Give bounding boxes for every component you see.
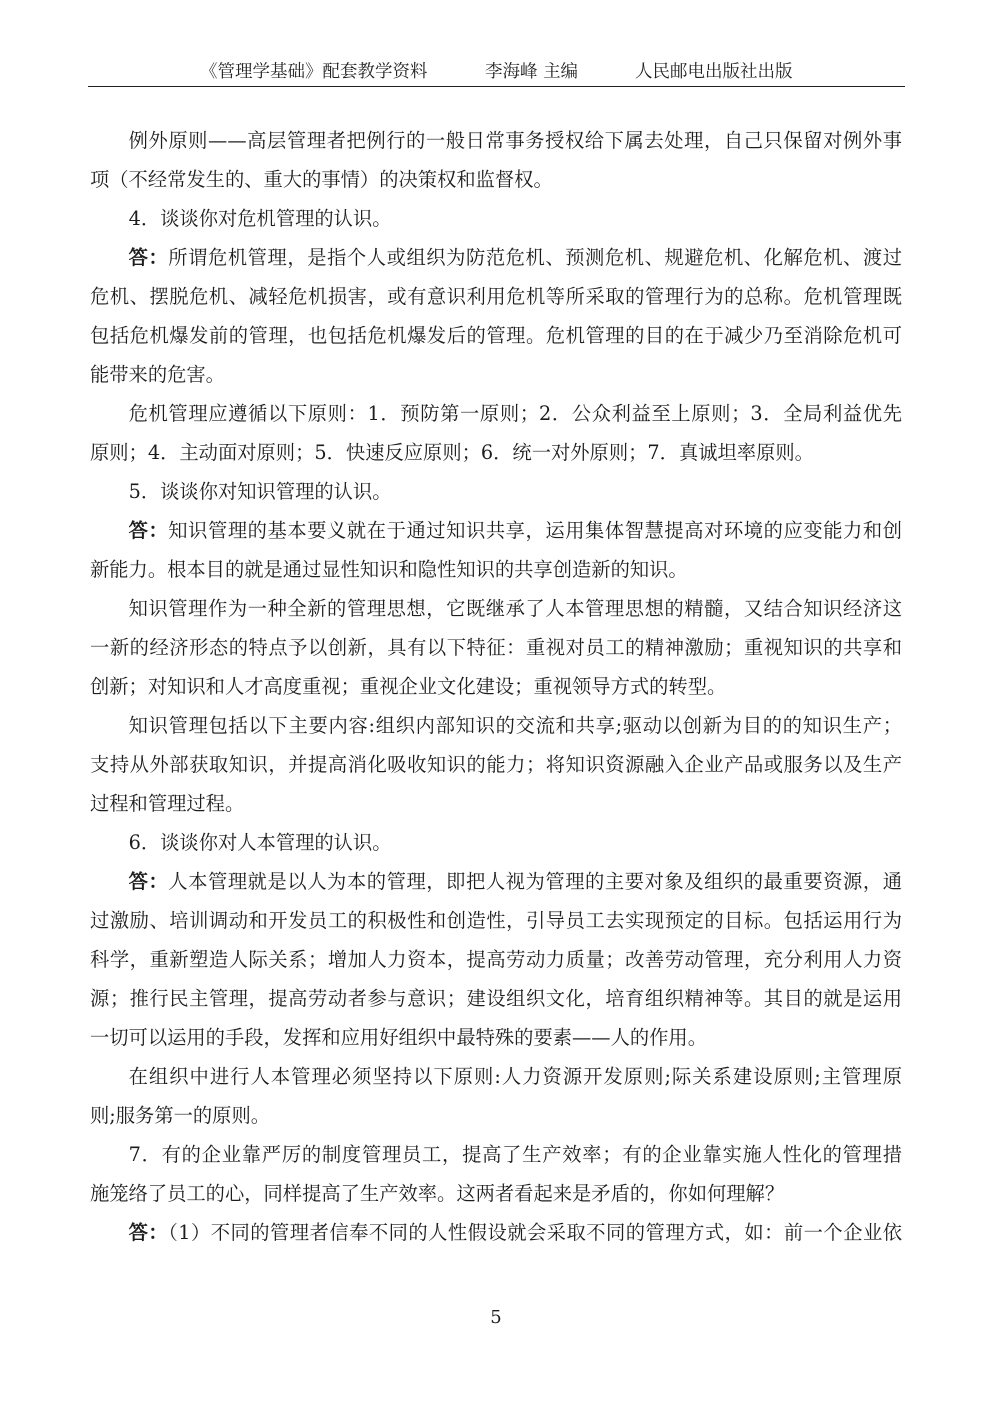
text-line: 源；推行民主管理，提高劳动者参与意识；建设组织文化，培育组织精神等。其目的就是运用 (90, 987, 902, 1010)
question-5 (90, 472, 902, 511)
paragraph-exception-principle (90, 121, 902, 199)
text-line: 4．谈谈你对危机管理的认识。 (128, 207, 392, 230)
human-management-principles (90, 1057, 902, 1135)
text-line: 在组织中进行人本管理必须坚持以下原则:人力资源开发原则;际关系建设原则;主管理原 (128, 1065, 902, 1088)
crisis-principles (90, 394, 902, 472)
header-book-title: 《管理学基础》配套教学资料 (200, 62, 428, 82)
header-rule (88, 86, 905, 87)
answer-label: 答： (128, 870, 169, 893)
answer-4 (90, 238, 902, 394)
text-line: 原则；4．主动面对原则；5．快速反应原则；6．统一对外原则；7．真诚坦率原则。 (90, 441, 814, 464)
answer-label: 答： (128, 1221, 169, 1244)
text-line (90, 511, 902, 550)
answer-label: 答： (128, 519, 169, 542)
text-line (90, 862, 902, 901)
page-number: 5 (490, 1307, 502, 1328)
text-line: 项（不经常发生的、重大的事情）的决策权和监督权。 (90, 168, 553, 191)
text-line: 能带来的危害。 (90, 363, 225, 386)
km-features (90, 589, 902, 706)
text-line: 施笼络了员工的心，同样提高了生产效率。这两者看起来是矛盾的，你如何理解？ (90, 1182, 785, 1205)
km-content (90, 706, 902, 823)
question-7 (90, 1135, 902, 1213)
text-line: 新能力。根本目的就是通过显性知识和隐性知识的共享创造新的知识。 (90, 558, 688, 581)
text-line: 例外原则——高层管理者把例行的一般日常事务授权给下属去处理，自己只保留对例外事 (128, 129, 902, 152)
body-text (90, 121, 902, 1252)
text-line: 危机、摆脱危机、减轻危机损害，或有意识利用危机等所采取的管理行为的总称。危机管理既 (90, 285, 902, 308)
answer-7 (90, 1213, 902, 1252)
text-span: 知识管理的基本要义就在于通过知识共享，运用集体智慧提高对环境的应变能力和创 (168, 519, 903, 542)
text-line: 知识管理作为一种全新的管理思想，它既继承了人本管理思想的精髓，又结合知识经济这 (128, 597, 902, 620)
header-editor: 李海峰 主编 (485, 62, 579, 82)
text-line (90, 238, 902, 277)
text-span: 人本管理就是以人为本的管理，即把人视为管理的主要对象及组织的最重要资源，通 (168, 870, 903, 893)
text-line: 6．谈谈你对人本管理的认识。 (128, 831, 392, 854)
text-line: 一切可以运用的手段，发挥和应用好组织中最特殊的要素——人的作用。 (90, 1026, 707, 1049)
answer-5 (90, 511, 902, 589)
text-line: 创新；对知识和人才高度重视；重视企业文化建设；重视领导方式的转型。 (90, 675, 727, 698)
text-line: 危机管理应遵循以下原则：1．预防第一原则；2．公众利益至上原则；3．全局利益优先 (128, 402, 902, 425)
answer-6 (90, 862, 902, 1057)
text-span: （1）不同的管理者信奉不同的人性假设就会采取不同的管理方式，如：前一个企业依 (168, 1221, 902, 1244)
text-line: 5．谈谈你对知识管理的认识。 (128, 480, 392, 503)
answer-label: 答： (128, 246, 169, 269)
text-line: 知识管理包括以下主要内容:组织内部知识的交流和共享;驱动以创新为目的的知识生产； (128, 714, 902, 737)
text-line: 则;服务第一的原则。 (90, 1104, 271, 1127)
text-span: 所谓危机管理，是指个人或组织为防范危机、预测危机、规避危机、化解危机、渡过 (168, 246, 903, 269)
text-line: 过激励、培训调动和开发员工的积极性和创造性，引导员工去实现预定的目标。包括运用行为 (90, 909, 902, 932)
text-line: 科学，重新塑造人际关系；增加人力资本，提高劳动力质量；改善劳动管理，充分利用人力资 (90, 948, 902, 971)
question-4 (90, 199, 902, 238)
text-line: 包括危机爆发前的管理，也包括危机爆发后的管理。危机管理的目的在于减少乃至消除危机可 (90, 324, 902, 347)
question-6 (90, 823, 902, 862)
text-line (90, 1213, 902, 1252)
text-line: 支持从外部获取知识，并提高消化吸收知识的能力；将知识资源融入企业产品或服务以及生产 (90, 753, 902, 776)
text-line: 7．有的企业靠严厉的制度管理员工，提高了生产效率；有的企业靠实施人性化的管理措 (128, 1143, 902, 1166)
header-publisher: 人民邮电出版社出版 (635, 62, 793, 82)
text-line: 过程和管理过程。 (90, 792, 245, 815)
text-line: 一新的经济形态的特点予以创新，具有以下特征：重视对员工的精神激励；重视知识的共享和 (90, 636, 902, 659)
